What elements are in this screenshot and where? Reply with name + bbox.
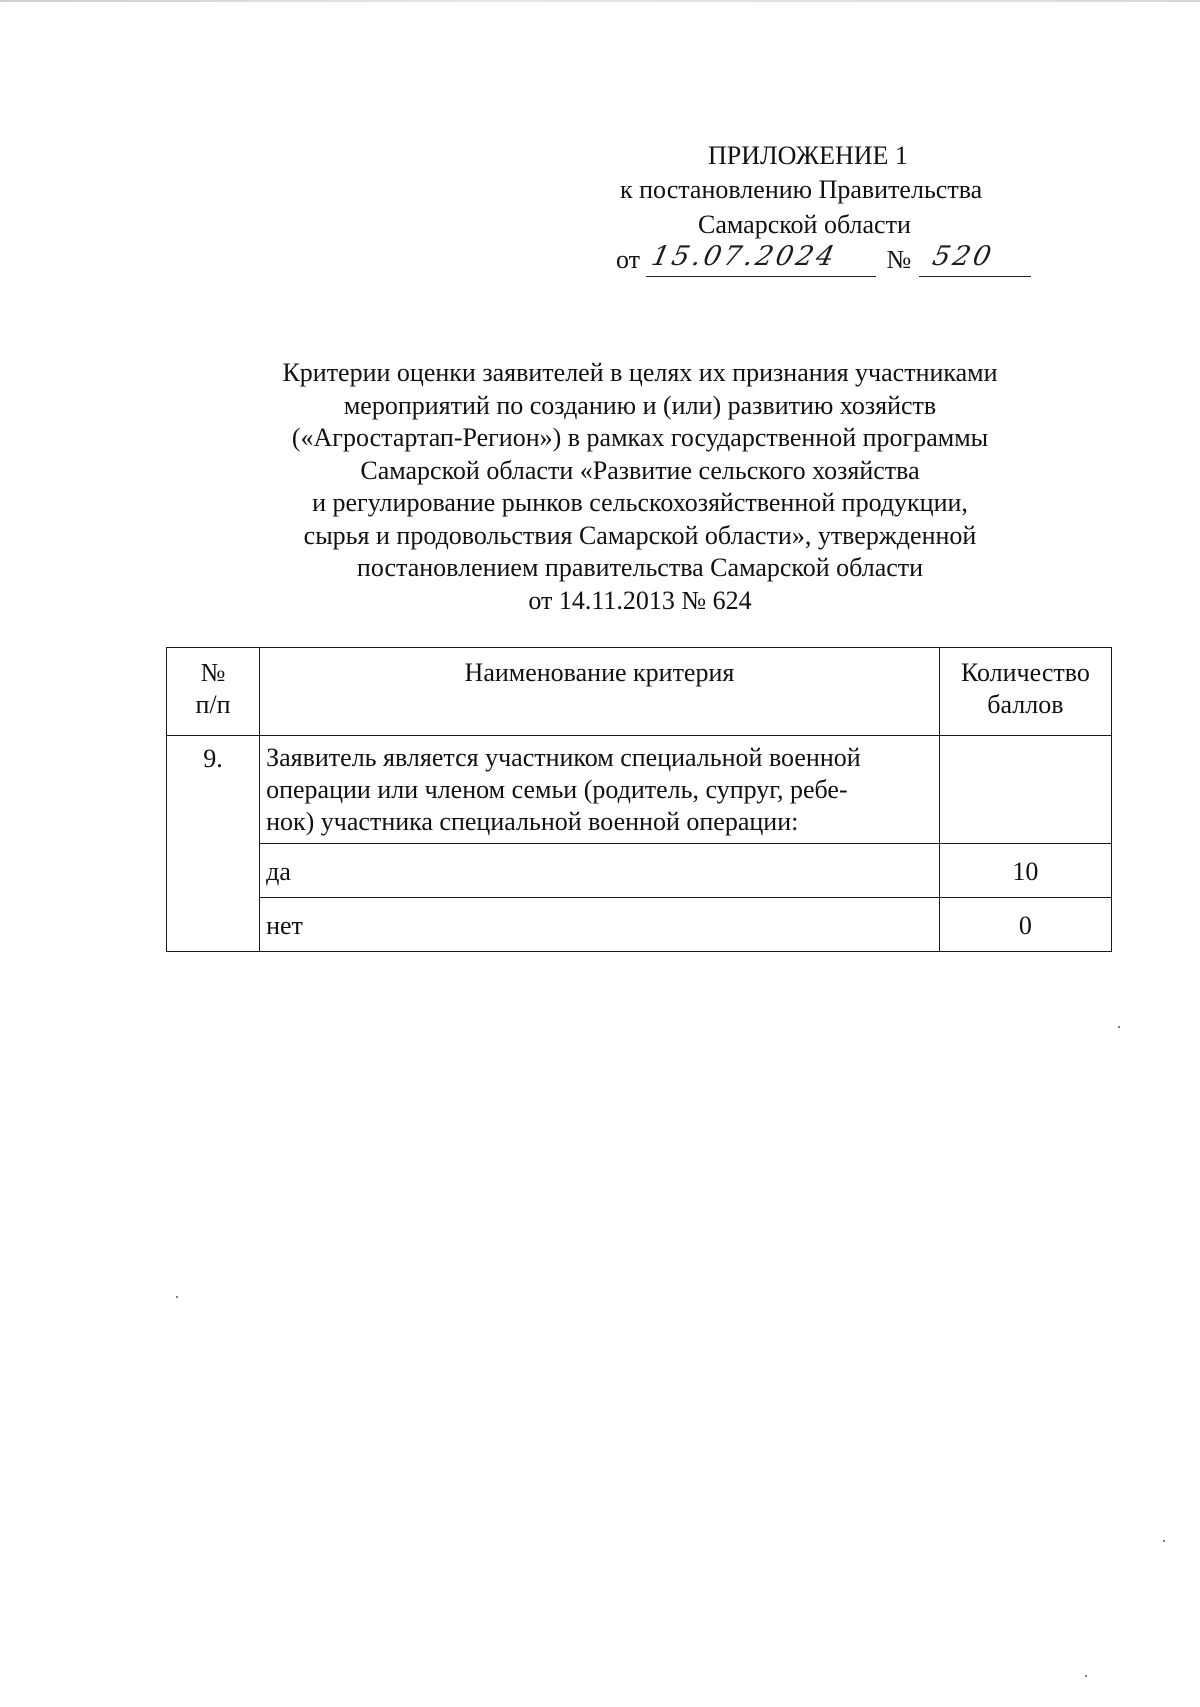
option-label-yes: да	[260, 844, 940, 898]
criterion-line: Заявитель является участником специальной военной	[266, 743, 861, 772]
scan-edge	[0, 0, 1200, 2]
header-score	[939, 648, 1111, 736]
criterion-score-empty	[939, 736, 1111, 844]
header-number-line1: №	[200, 658, 226, 687]
date-field	[646, 241, 876, 277]
header-criterion-name	[260, 648, 940, 736]
header-number	[167, 648, 260, 736]
option-score-no: 0	[939, 898, 1111, 952]
table-header-row	[167, 648, 1112, 736]
scan-speck	[176, 1296, 178, 1298]
scan-speck	[1085, 1675, 1087, 1677]
row-number: 9.	[167, 736, 260, 952]
handwritten-number: 520	[930, 241, 998, 272]
option-score-yes: 10	[939, 844, 1111, 898]
title-line: Критерии оценки заявителей в целях их признания участниками	[282, 358, 998, 387]
criteria-table	[166, 647, 1112, 952]
criterion-line: нок) участника специальной военной операции:	[266, 807, 799, 836]
title-line: постановлением правительства Самарской области	[356, 553, 924, 582]
title-line: («Агростартап-Регион») в рамках государственной программы	[291, 423, 989, 452]
appendix-title: ПРИЛОЖЕНИЕ 1	[708, 141, 908, 170]
header-score-line2: баллов	[987, 690, 1064, 719]
option-label-no: нет	[260, 898, 940, 952]
from-label: от	[616, 245, 641, 274]
document-title	[170, 357, 1110, 617]
number-label: №	[886, 245, 912, 274]
table-row	[167, 736, 1112, 844]
scan-speck	[1118, 1026, 1120, 1028]
handwritten-date: 15.07.2024	[648, 241, 840, 272]
header-number-line2: п/п	[195, 690, 231, 719]
appendix-region-line: Самарской области	[698, 210, 911, 239]
title-line: и регулирование рынков сельскохозяйственной продукции,	[312, 488, 968, 517]
header-criterion-label: Наименование критерия	[464, 658, 735, 687]
scan-speck	[1163, 1540, 1165, 1542]
title-line: сырья и продовольствия Самарской области», утвержденной	[303, 520, 977, 550]
title-line: мероприятий по созданию и (или) развитию хозяйств	[343, 390, 937, 420]
number-field	[919, 241, 1031, 277]
appendix-resolution-line: к постановлению Правительства	[620, 175, 983, 204]
header-score-line1: Количество	[960, 658, 1090, 687]
criterion-line: операции или членом семьи (родитель, супруг, ребе-	[266, 775, 848, 804]
table-row	[167, 844, 1112, 898]
title-line: от 14.11.2013 № 624	[528, 585, 752, 615]
table-row	[167, 898, 1112, 952]
criterion-text	[260, 736, 940, 844]
title-line: Самарской области «Развитие сельского хозяйства	[360, 455, 920, 485]
appendix-date-number-line	[616, 242, 1031, 282]
